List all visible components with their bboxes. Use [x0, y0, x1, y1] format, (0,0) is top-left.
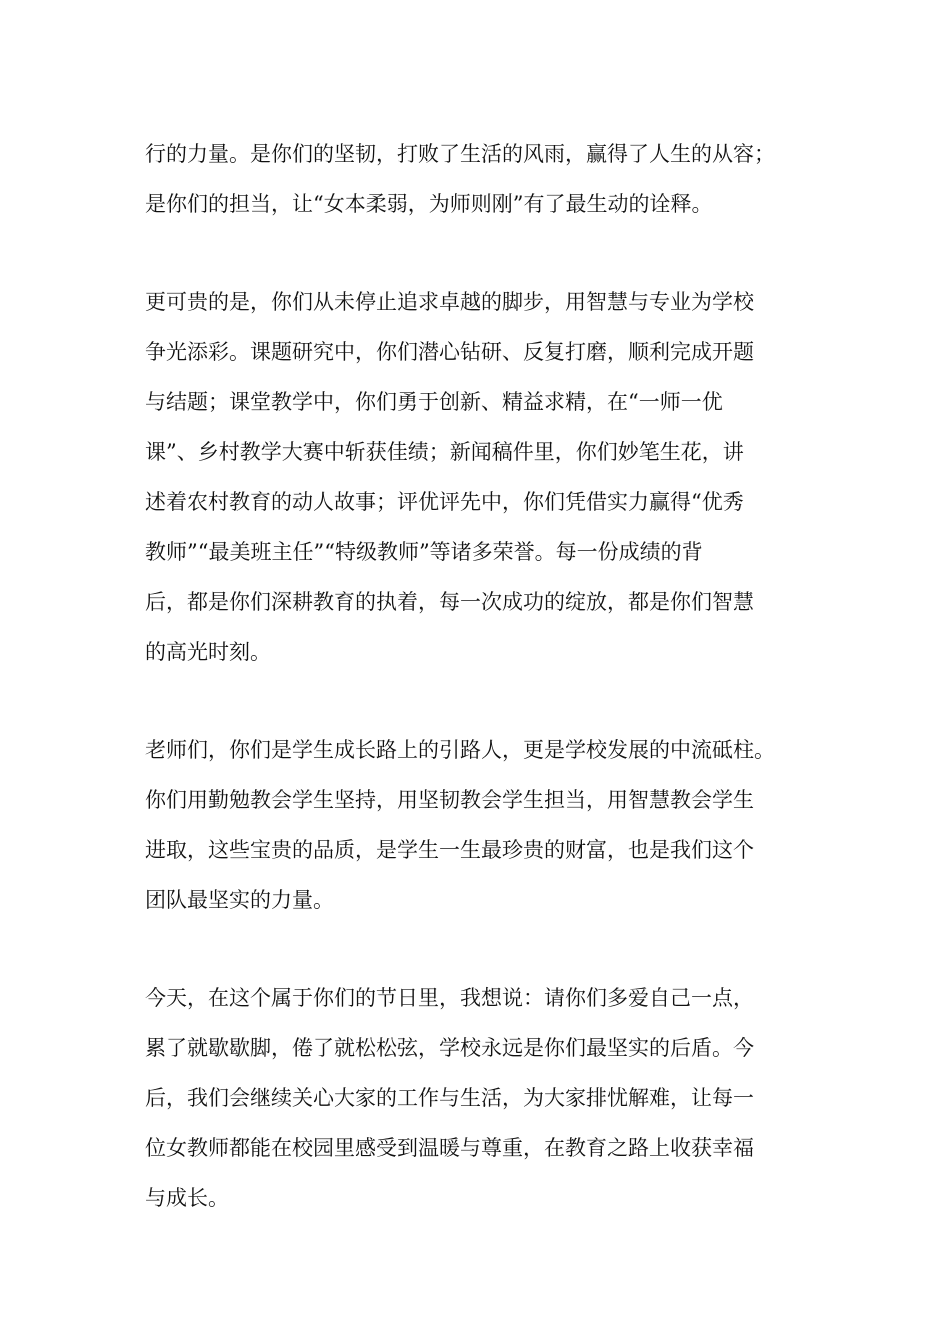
text-line: 争光添彩。课题研究中，你们潜心钻研、反复打磨，顺利完成开题 [145, 340, 754, 364]
text-line: 与结题；课堂教学中，你们勇于创新、精益求精，在“一师一优 [145, 390, 723, 414]
text-line: 进取，这些宝贵的品质，是学生一生最珍贵的财富，也是我们这个 [145, 838, 754, 862]
text-line: 行的力量。是你们的坚韧，打败了生活的风雨，赢得了人生的从容； [145, 142, 775, 166]
text-line: 你们用勤勉教会学生坚持，用坚韧教会学生担当，用智慧教会学生 [145, 788, 754, 812]
text-line: 累了就歇歇脚，倦了就松松弦，学校永远是你们最坚实的后盾。今 [145, 1036, 754, 1060]
text-line: 位女教师都能在校园里感受到温暖与尊重，在教育之路上收获幸福 [145, 1136, 754, 1160]
text-line: 团队最坚实的力量。 [145, 888, 334, 912]
text-line: 后，我们会继续关心大家的工作与生活，为大家排忧解难，让每一 [145, 1086, 754, 1110]
text-line: 与成长。 [145, 1186, 229, 1210]
text-line: 课”、乡村教学大赛中斩获佳绩；新闻稿件里，你们妙笔生花，讲 [145, 440, 744, 464]
text-line: 述着农村教育的动人故事；评优评先中，你们凭借实力赢得“优秀 [145, 490, 744, 514]
paragraph-3 [145, 725, 825, 925]
text-line: 老师们，你们是学生成长路上的引路人，更是学校发展的中流砥柱。 [145, 738, 775, 762]
paragraph-2 [145, 277, 825, 677]
text-line: 的高光时刻。 [145, 640, 271, 664]
paragraph-spacer [145, 229, 825, 277]
text-line: 后，都是你们深耕教育的执着，每一次成功的绽放，都是你们智慧 [145, 590, 754, 614]
document-body [145, 129, 825, 1223]
paragraph-spacer [145, 677, 825, 725]
text-line: 更可贵的是，你们从未停止追求卓越的脚步，用智慧与专业为学校 [145, 290, 754, 314]
text-line: 教师”“最美班主任”“特级教师”等诸多荣誉。每一份成绩的背 [145, 540, 703, 564]
paragraph-1 [145, 129, 825, 229]
text-line: 今天，在这个属于你们的节日里，我想说：请你们多爱自己一点， [145, 986, 754, 1010]
paragraph-4 [145, 973, 825, 1223]
text-line: 是你们的担当，让“女本柔弱，为师则刚”有了最生动的诠释。 [145, 192, 713, 216]
paragraph-spacer [145, 925, 825, 973]
